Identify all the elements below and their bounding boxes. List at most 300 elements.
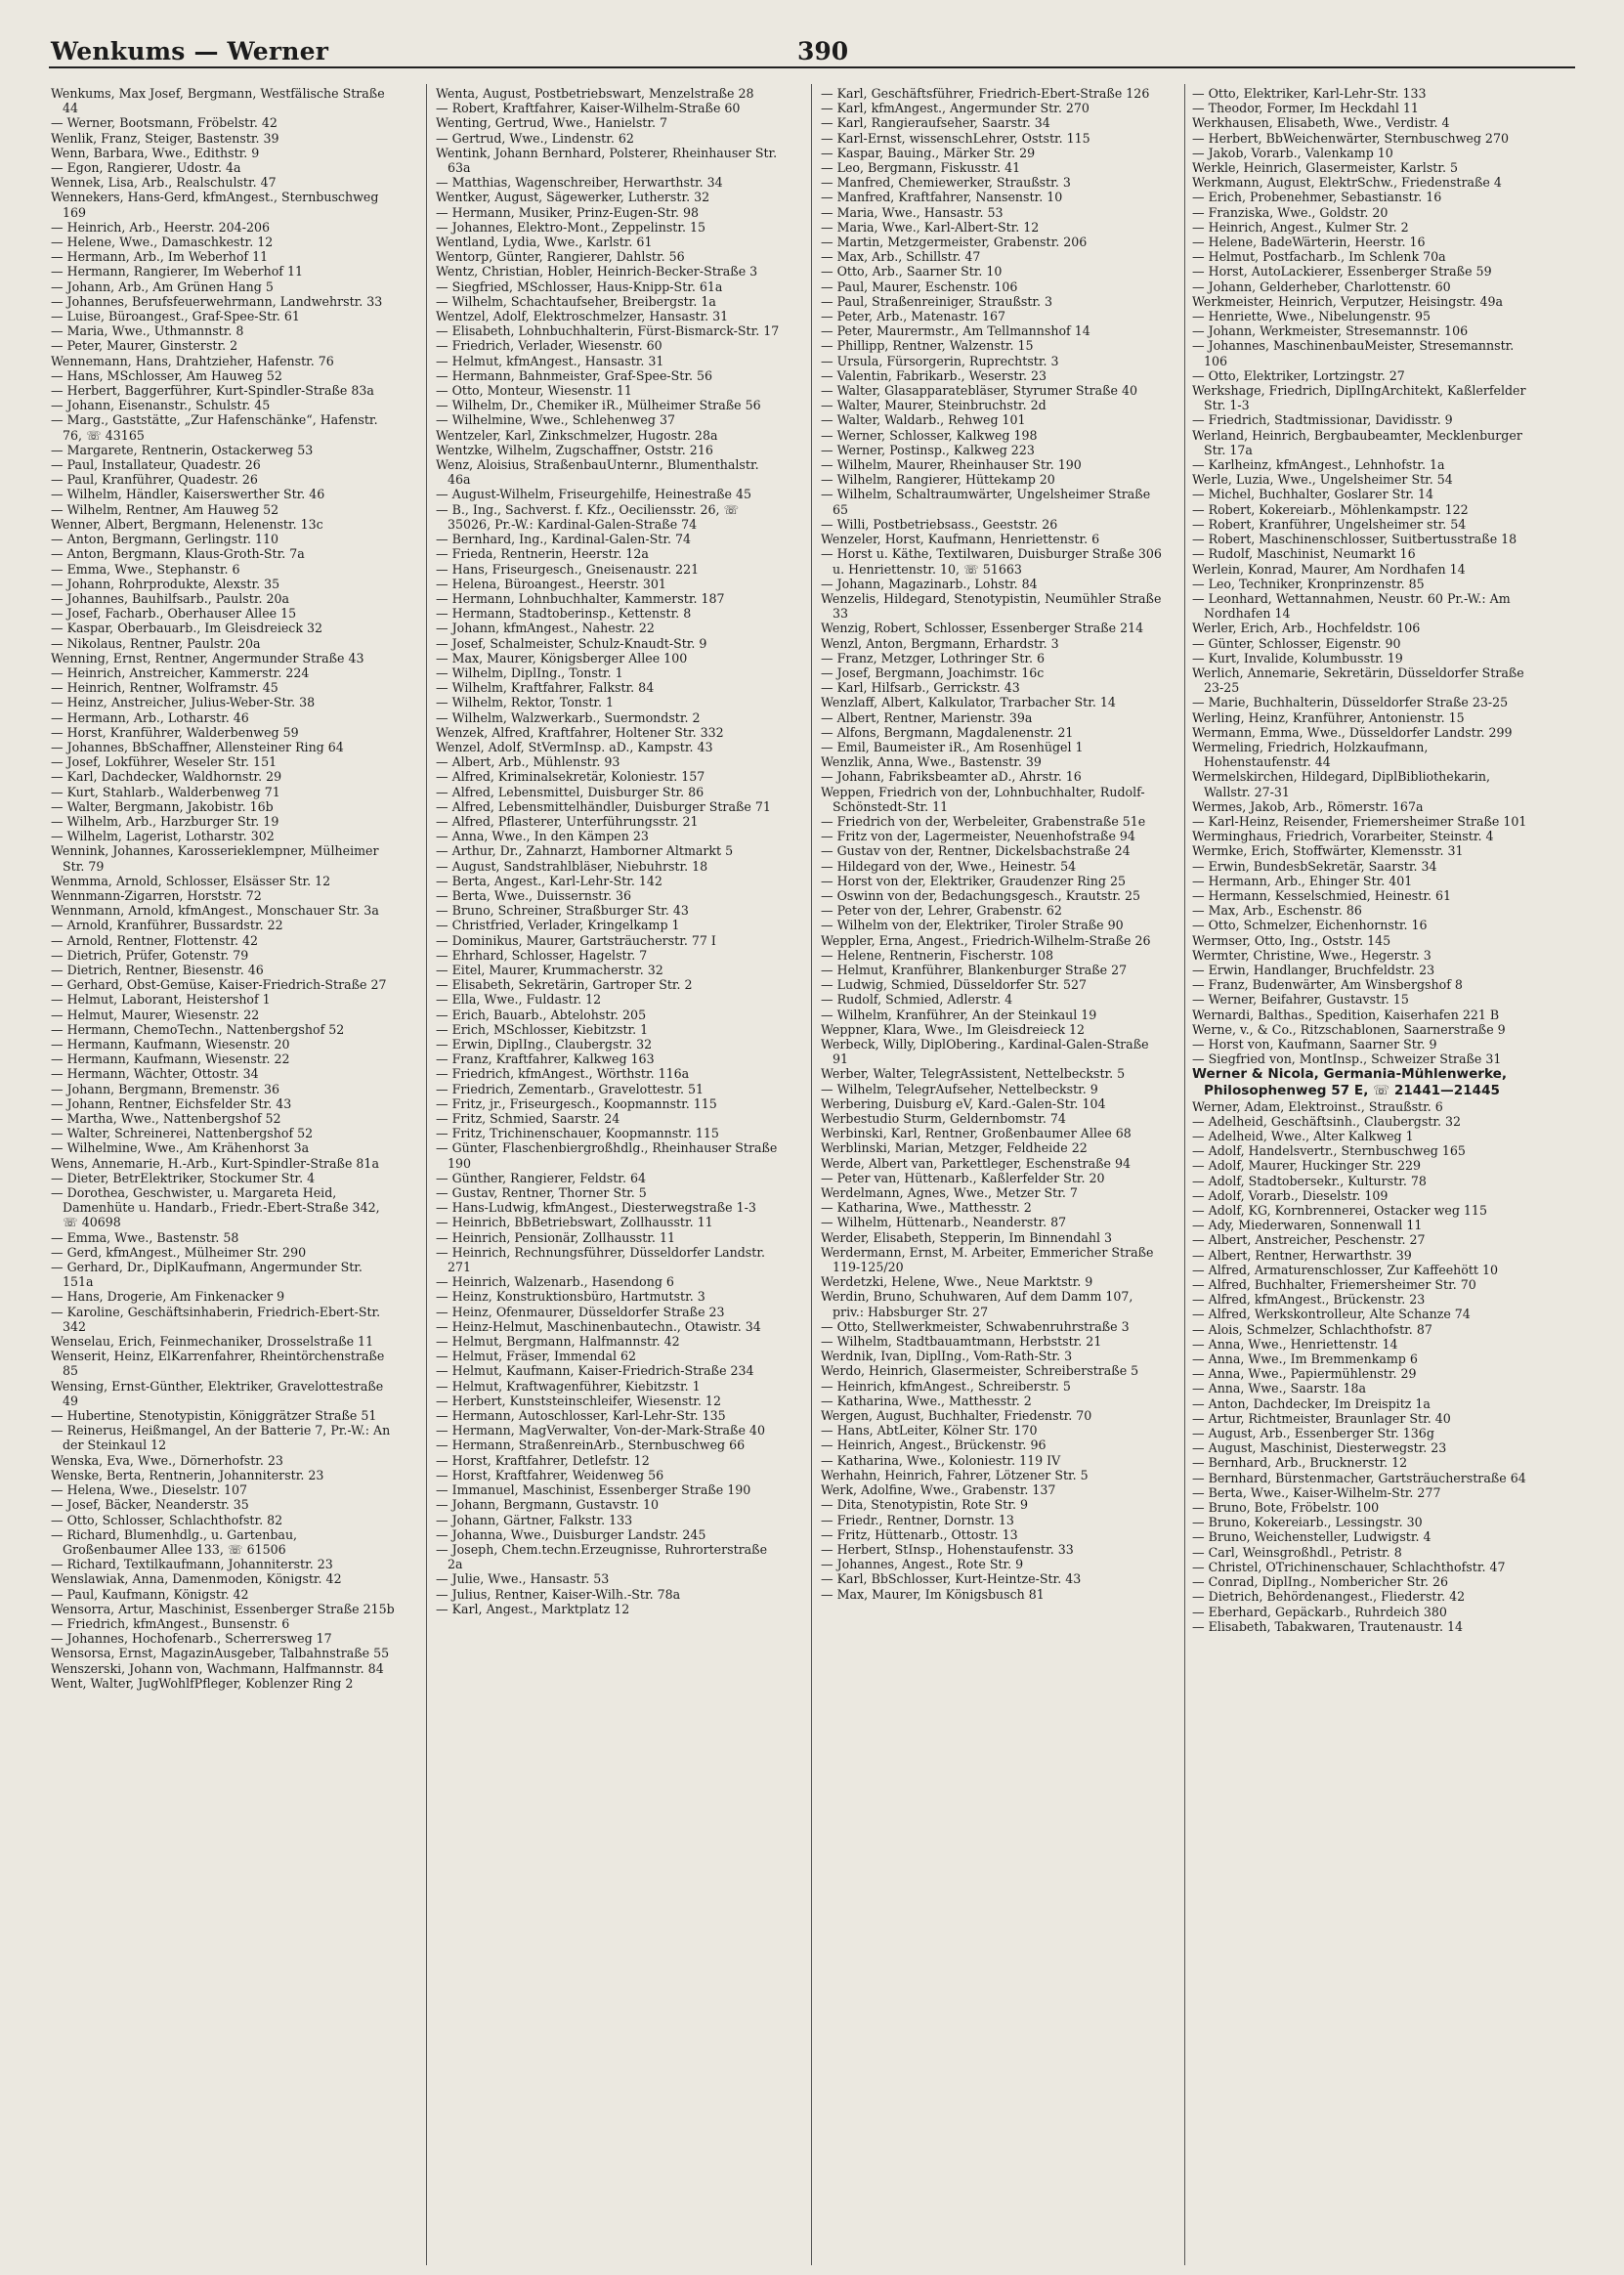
directory-entry: Wentland, Lydia, Wwe., Karlstr. 61 xyxy=(436,235,653,250)
directory-entry: — Karl, BbSchlosser, Kurt-Heintze-Str. 43 xyxy=(821,1571,1082,1587)
directory-entry: Wennekers, Hans-Gerd, kfmAngest., Sternbuschweg 169 xyxy=(51,190,379,220)
directory-entry: — Robert, Maschinenschlosser, Suitbertusstraße 18 xyxy=(1192,532,1517,547)
directory-entry: — Wilhelm, Walzwerkarb., Suermondstr. 2 xyxy=(436,709,701,725)
directory-entry: — Hermann, Arb., Im Weberhof 11 xyxy=(51,249,269,265)
directory-entry: — Wilhelm, Kraftfahrer, Falkstr. 84 xyxy=(436,680,655,696)
directory-entry: — Otto, Schmelzer, Eichenhornstr. 16 xyxy=(1192,918,1428,933)
directory-entry: — Karlheinz, kfmAngest., Lehnhofstr. 1a xyxy=(1192,457,1445,473)
directory-entry: — Erwin, DiplIng., Claubergstr. 32 xyxy=(436,1037,653,1052)
directory-entry: Wenslawiak, Anna, Damenmoden, Königstr. 42 xyxy=(51,1571,342,1587)
page-header-title: Wenkums — Werner xyxy=(51,37,329,65)
directory-entry: — Helmut, Kraftwagenführer, Kiebitzstr. 1 xyxy=(436,1378,701,1394)
directory-entry: — Johann, Rohrprodukte, Alexstr. 35 xyxy=(51,576,280,591)
directory-entry: — Walter, Glasapparatebläser, Styrumer Straße 40 xyxy=(821,383,1137,399)
directory-entry: Wermser, Otto, Ing., Oststr. 145 xyxy=(1192,932,1391,948)
directory-entry: Werde, Albert van, Parkettleger, Eschenstraße 94 xyxy=(821,1155,1131,1171)
directory-entry: Weppler, Erna, Angest., Friedrich-Wilhelm-Straße 26 xyxy=(821,932,1151,948)
directory-entry: Went, Walter, JugWohlfPfleger, Koblenzer Ring 2 xyxy=(51,1675,354,1691)
directory-entry: — Anna, Wwe., Henriettenstr. 14 xyxy=(1192,1336,1398,1352)
directory-entry: — Wilhelm von der, Elektriker, Tiroler Straße 90 xyxy=(821,918,1124,933)
directory-entry: — Johann, Werkmeister, Stresemannstr. 106 xyxy=(1192,323,1469,339)
directory-entry: — Albert, Rentner, Herwarthstr. 39 xyxy=(1192,1247,1412,1263)
directory-entry: Werkmeister, Heinrich, Verputzer, Heisingstr. 49a xyxy=(1192,293,1504,309)
directory-entry: Wenska, Eva, Wwe., Dörnerhofstr. 23 xyxy=(51,1452,283,1468)
directory-entry: — Friedrich, Verlader, Wiesenstr. 60 xyxy=(436,338,662,354)
directory-entry: — Alfred, Werkskontrolleur, Alte Schanze 74 xyxy=(1192,1307,1471,1322)
directory-entry: Wentzeler, Karl, Zinkschmelzer, Hugostr. 28a xyxy=(436,427,718,443)
directory-entry: — Hermann, Rangierer, Im Weberhof 11 xyxy=(51,264,303,279)
directory-entry: — Ludwig, Schmied, Düsseldorfer Str. 527 xyxy=(821,977,1088,993)
directory-entry: Wentzke, Wilhelm, Zugschaffner, Oststr. 216 xyxy=(436,442,713,457)
directory-entry: — Anton, Dachdecker, Im Dreispitz 1a xyxy=(1192,1395,1431,1411)
directory-entry: — Erich, Bauarb., Abtelohstr. 205 xyxy=(436,1007,647,1022)
directory-entry: — Peter van, Hüttenarb., Kaßlerfelder Str. 20 xyxy=(821,1170,1105,1185)
directory-entry: — Wilhelm, Rektor, Tonstr. 1 xyxy=(436,695,615,710)
directory-entry: — Heinrich, Walzenarb., Hasendong 6 xyxy=(436,1274,674,1290)
directory-entry: Werhahn, Heinrich, Fahrer, Lötzener Str. 5 xyxy=(821,1467,1089,1482)
directory-entry: — August, Sandstrahlbläser, Niebuhrstr. 18 xyxy=(436,858,708,874)
directory-entry: Werdo, Heinrich, Glasermeister, Schreiberstraße 5 xyxy=(821,1363,1139,1379)
directory-entry: — Fritz, Trichinenschauer, Koopmannstr. 115 xyxy=(436,1126,719,1141)
directory-entry: — Robert, Kraftfahrer, Kaiser-Wilhelm-Straße 60 xyxy=(436,101,741,116)
directory-entry: — Helmut, Postfacharb., Im Schlenk 70a xyxy=(1192,249,1446,265)
directory-entry: — Matthias, Wagenschreiber, Herwarthstr. 34 xyxy=(436,175,723,191)
directory-entry: — Hans, MSchlosser, Am Hauweg 52 xyxy=(51,367,282,383)
directory-entry: — Elisabeth, Tabakwaren, Trautenaustr. 14 xyxy=(1192,1618,1463,1634)
directory-entry: — Hermann, Wächter, Ottostr. 34 xyxy=(51,1066,259,1082)
directory-entry: — Hermann, Stadtoberinsp., Kettenstr. 8 xyxy=(436,606,692,622)
directory-entry: Wenzig, Robert, Schlosser, Essenberger Straße 214 xyxy=(821,621,1144,636)
directory-entry: — Wilhelm, Lagerist, Lotharstr. 302 xyxy=(51,829,275,844)
directory-entry: — Werner, Beifahrer, Gustavstr. 15 xyxy=(1192,992,1409,1008)
directory-entry: — Nikolaus, Rentner, Paulstr. 20a xyxy=(51,635,261,651)
directory-entry: Werblinski, Marian, Metzger, Feldheide 22 xyxy=(821,1140,1088,1156)
directory-entry: Wenn, Barbara, Wwe., Edithstr. 9 xyxy=(51,145,260,160)
directory-entry: — Johannes, MaschinenbauMeister, Stresemannstr. 106 xyxy=(1192,338,1515,368)
directory-entry: — Friedrich, kfmAngest., Wörthstr. 116a xyxy=(436,1066,690,1082)
directory-entry: — Herbert, BbWeichenwärter, Sternbuschweg 270 xyxy=(1192,130,1509,146)
directory-entry: — Alfred, Armaturenschlosser, Zur Kaffeehött 10 xyxy=(1192,1262,1498,1277)
directory-entry: — Friedrich, Zementarb., Gravelottestr. 51 xyxy=(436,1081,705,1096)
directory-entry: — Fritz, Schmied, Saarstr. 24 xyxy=(436,1111,620,1127)
directory-entry: — Helmut, Bergmann, Halfmannstr. 42 xyxy=(436,1334,680,1350)
directory-entry: — Heinrich, Anstreicher, Kammerstr. 224 xyxy=(51,665,310,680)
directory-entry: Wennmann, Arnold, kfmAngest., Monschauer Str. 3a xyxy=(51,903,379,919)
directory-entry: — Maria, Wwe., Uthmannstr. 8 xyxy=(51,323,244,339)
directory-entry: — Hermann, Autoschlosser, Karl-Lehr-Str. 135 xyxy=(436,1408,726,1424)
directory-entry: — Dorothea, Geschwister, u. Margareta Heid, Damenhüte u. Handarb., Friedr.-Ebert-Straße 342, ☏ 40698 xyxy=(51,1185,380,1230)
directory-entry: — Katharina, Wwe., Koloniestr. 119 IV xyxy=(821,1452,1061,1468)
directory-entry: — Frieda, Rentnerin, Heerstr. 12a xyxy=(436,546,649,562)
directory-entry: — Margarete, Rentnerin, Ostackerweg 53 xyxy=(51,442,314,457)
directory-entry: — Peter, Maurermstr., Am Tellmannshof 14 xyxy=(821,323,1090,339)
directory-entry: — Dieter, BetrElektriker, Stockumer Str. 4 xyxy=(51,1170,316,1185)
directory-entry: — Karl, Dachdecker, Waldhornstr. 29 xyxy=(51,769,282,785)
directory-entry: — Helmut, Fräser, Immendal 62 xyxy=(436,1349,637,1364)
directory-entry: — Martha, Wwe., Nattenbergshof 52 xyxy=(51,1111,281,1127)
directory-entry: — Paul, Installateur, Quadestr. 26 xyxy=(51,457,261,473)
directory-entry: — Heinrich, Rentner, Wolframstr. 45 xyxy=(51,680,278,696)
directory-entry: — Karl-Ernst, wissenschLehrer, Oststr. 115 xyxy=(821,130,1090,146)
directory-entry: Werner & Nicola, Germania-Mühlenwerke, Philosophenweg 57 E, ☏ 21441—21445 xyxy=(1192,1066,1508,1098)
directory-entry: Wenserit, Heinz, ElKarrenfahrer, Rheintörchenstraße 85 xyxy=(51,1349,385,1379)
directory-entry: — Conrad, DiplIng., Nombericher Str. 26 xyxy=(1192,1574,1448,1590)
directory-entry: Werder, Elisabeth, Stepperin, Im Binnendahl 3 xyxy=(821,1229,1113,1245)
directory-entry: — Johannes, Hochofenarb., Scherrersweg 17 xyxy=(51,1631,332,1647)
directory-entry: — Elisabeth, Sekretärin, Gartroper Str. 2 xyxy=(436,977,693,993)
directory-entry: Wenting, Gertrud, Wwe., Hanielstr. 7 xyxy=(436,115,668,131)
directory-entry: — Gustav, Rentner, Thorner Str. 5 xyxy=(436,1185,647,1201)
directory-entry: — Hermann, Kesselschmied, Heinestr. 61 xyxy=(1192,887,1451,903)
directory-entry: — Alfred, Lebensmittel, Duisburger Str. 86 xyxy=(436,784,705,799)
directory-entry: — Franz, Kraftfahrer, Kalkweg 163 xyxy=(436,1052,655,1067)
directory-entry: — Johannes, Bauhilfsarb., Paulstr. 20a xyxy=(51,590,290,606)
directory-entry: — Valentin, Fabrikarb., Weserstr. 23 xyxy=(821,367,1047,383)
directory-entry: — Max, Maurer, Im Königsbusch 81 xyxy=(821,1586,1045,1602)
directory-entry: — Heinrich, Pensionär, Zollhausstr. 11 xyxy=(436,1229,675,1245)
directory-entry: — Wilhelm, Schachtaufseher, Breibergstr. 1a xyxy=(436,293,716,309)
directory-entry: Wennmann-Zigarren, Horststr. 72 xyxy=(51,887,262,903)
directory-entry: — Hans, Drogerie, Am Finkenacker 9 xyxy=(51,1289,285,1305)
directory-entry: — Bruno, Weichensteller, Ludwigstr. 4 xyxy=(1192,1529,1432,1545)
directory-entry: — Johann, kfmAngest., Nahestr. 22 xyxy=(436,621,655,636)
directory-entry: — Horst von, Kaufmann, Saarner Str. 9 xyxy=(1192,1037,1437,1052)
directory-entry: — Carl, Weinsgroßhdl., Petristr. 8 xyxy=(1192,1544,1402,1560)
directory-entry: — Siegfried, MSchlosser, Haus-Knipp-Str. 61a xyxy=(436,279,723,294)
directory-entry: — Phillipp, Rentner, Walzenstr. 15 xyxy=(821,338,1034,354)
directory-entry: Wenzl, Anton, Bergmann, Erhardstr. 3 xyxy=(821,635,1059,651)
directory-entry: — Horst, Kraftfahrer, Detlefstr. 12 xyxy=(436,1452,650,1468)
directory-entry: — Robert, Kokereiarb., Möhlenkampstr. 122 xyxy=(1192,501,1469,517)
directory-entry: — Adelheid, Geschäftsinh., Claubergstr. 32 xyxy=(1192,1113,1462,1129)
directory-entry: Werdermann, Ernst, M. Arbeiter, Emmericher Straße 119-125/20 xyxy=(821,1244,1154,1275)
directory-entry: Werbering, Duisburg eV, Kard.-Galen-Str. 104 xyxy=(821,1095,1106,1111)
directory-entry: — Leo, Techniker, Kronprinzenstr. 85 xyxy=(1192,576,1425,591)
directory-entry: — Herbert, Baggerführer, Kurt-Spindler-Straße 83a xyxy=(51,383,374,399)
directory-entry: — Alfred, kfmAngest., Brückenstr. 23 xyxy=(1192,1292,1426,1308)
directory-entry: — Berta, Wwe., Duissernstr. 36 xyxy=(436,887,632,903)
directory-entry: Wenzel, Adolf, StVermInsp. aD., Kampstr. 43 xyxy=(436,739,713,754)
directory-entry: Wenkums, Max Josef, Bergmann, Westfälische Straße 44 xyxy=(51,86,385,116)
directory-entry: — Berta, Wwe., Kaiser-Wilhelm-Str. 277 xyxy=(1192,1484,1441,1500)
directory-entry: Werland, Heinrich, Bergbaubeamter, Mecklenburger Str. 17a xyxy=(1192,427,1522,457)
directory-entry: — Oswinn von der, Bedachungsgesch., Krautstr. 25 xyxy=(821,887,1141,903)
directory-entry: — Wilhelm, Maurer, Rheinhauser Str. 190 xyxy=(821,457,1082,473)
directory-entry: — Werner, Bootsmann, Fröbelstr. 42 xyxy=(51,115,278,131)
directory-entry: — Richard, Blumenhdlg., u. Gartenbau, Großenbaumer Allee 133, ☏ 61506 xyxy=(51,1526,298,1557)
directory-entry: — Helmut, kfmAngest., Hansastr. 31 xyxy=(436,353,664,368)
directory-entry: Werler, Erich, Arb., Hochfeldstr. 106 xyxy=(1192,621,1421,636)
directory-entry: — Anna, Wwe., In den Kämpen 23 xyxy=(436,829,649,844)
directory-entry: — Adolf, KG, Kornbrennerei, Ostacker weg 115 xyxy=(1192,1203,1487,1219)
directory-entry: — Heinrich, Rechnungsführer, Düsseldorfer Landstr. 271 xyxy=(436,1244,765,1275)
directory-entry: — Johann, Gelderheber, Charlottenstr. 60 xyxy=(1192,279,1451,294)
directory-entry: — Johann, Bergmann, Bremenstr. 36 xyxy=(51,1081,279,1096)
directory-entry: — Henriette, Wwe., Nibelungenstr. 95 xyxy=(1192,309,1432,324)
directory-entry: — Dietrich, Rentner, Biesenstr. 46 xyxy=(51,962,264,977)
directory-entry: — Paul, Kranführer, Quadestr. 26 xyxy=(51,472,258,488)
directory-entry: — Günther, Rangierer, Feldstr. 64 xyxy=(436,1170,646,1185)
directory-column-4 xyxy=(1192,86,1536,2265)
directory-entry: — Bernhard, Bürstenmacher, Gartsträucherstraße 64 xyxy=(1192,1470,1526,1485)
directory-entry: — Peter, Maurer, Ginsterstr. 2 xyxy=(51,338,238,354)
directory-entry: Wentink, Johann Bernhard, Polsterer, Rheinhauser Str. 63a xyxy=(436,145,778,176)
directory-entry: — Josef, Bäcker, Neanderstr. 35 xyxy=(51,1497,249,1513)
directory-entry: — Peter, Arb., Matenastr. 167 xyxy=(821,309,1006,324)
directory-entry: — Kurt, Stahlarb., Walderbenweg 71 xyxy=(51,784,280,799)
directory-entry: — Johanna, Wwe., Duisburger Landstr. 245 xyxy=(436,1526,706,1542)
directory-entry: — Johann, Eisenanstr., Schulstr. 45 xyxy=(51,398,271,413)
directory-entry: — Hermann, MagVerwalter, Von-der-Mark-Straße 40 xyxy=(436,1423,765,1438)
directory-entry: — Franz, Budenwärter, Am Winsbergshof 8 xyxy=(1192,977,1463,993)
directory-entry: — Fritz, Hüttenarb., Ottostr. 13 xyxy=(821,1526,1018,1542)
directory-entry: — Johannes, Elektro-Mont., Zeppelinstr. 15 xyxy=(436,219,706,235)
directory-entry: — Helmut, Kaufmann, Kaiser-Friedrich-Straße 234 xyxy=(436,1363,754,1379)
directory-entry: — Gustav von der, Rentner, Dickelsbachstraße 24 xyxy=(821,843,1131,859)
directory-entry: — Helmut, Maurer, Wiesenstr. 22 xyxy=(51,1007,260,1022)
directory-entry: — Dita, Stenotypistin, Rote Str. 9 xyxy=(821,1497,1028,1513)
directory-entry: — Kaspar, Bauing., Märker Str. 29 xyxy=(821,145,1036,160)
directory-entry: — Alfred, Lebensmittelhändler, Duisburger Straße 71 xyxy=(436,798,771,814)
directory-entry: Werling, Heinz, Kranführer, Antonienstr. 15 xyxy=(1192,709,1465,725)
directory-entry: — Helene, BadeWärterin, Heerstr. 16 xyxy=(1192,235,1426,250)
directory-entry: — Heinrich, kfmAngest., Schreiberstr. 5 xyxy=(821,1378,1071,1394)
directory-entry: Wens, Annemarie, H.-Arb., Kurt-Spindler-Straße 81a xyxy=(51,1155,379,1171)
directory-entry: — Otto, Arb., Saarner Str. 10 xyxy=(821,264,1003,279)
directory-entry: Wermann, Emma, Wwe., Düsseldorfer Landstr. 299 xyxy=(1192,724,1513,740)
directory-entry: — Manfred, Kraftfahrer, Nansenstr. 10 xyxy=(821,190,1063,205)
directory-entry: — Bernhard, Ing., Kardinal-Galen-Str. 74 xyxy=(436,532,691,547)
directory-entry: — Anna, Wwe., Im Bremmenkamp 6 xyxy=(1192,1352,1418,1367)
column-divider xyxy=(426,84,427,2265)
directory-entry: Wenzek, Alfred, Kraftfahrer, Holtener Str. 332 xyxy=(436,724,724,740)
directory-entry: — Hans, AbtLeiter, Kölner Str. 170 xyxy=(821,1423,1038,1438)
directory-entry: — Paul, Maurer, Eschenstr. 106 xyxy=(821,279,1018,294)
directory-entry: — Otto, Elektriker, Lortzingstr. 27 xyxy=(1192,367,1405,383)
directory-entry: — Maria, Wwe., Hansastr. 53 xyxy=(821,204,1004,220)
directory-entry: — Otto, Elektriker, Karl-Lehr-Str. 133 xyxy=(1192,86,1427,101)
directory-entry: — Rudolf, Schmied, Adlerstr. 4 xyxy=(821,992,1013,1008)
directory-entry: — Alois, Schmelzer, Schlachthofstr. 87 xyxy=(1192,1321,1432,1337)
directory-entry: Wenner, Albert, Bergmann, Helenenstr. 13c xyxy=(51,516,323,532)
directory-entry: — Theodor, Former, Im Heckdahl 11 xyxy=(1192,101,1419,116)
directory-entry: — Karl-Heinz, Reisender, Friemersheimer Straße 101 xyxy=(1192,813,1527,829)
directory-entry: — B., Ing., Sachverst. f. Kfz., Oeciliensstr. 26, ☏ 35026, Pr.-W.: Kardinal-Galen-Straße 74 xyxy=(436,501,740,532)
directory-entry: — Erwin, Handlanger, Bruchfeldstr. 23 xyxy=(1192,962,1435,977)
directory-entry: — Karl, Rangieraufseher, Saarstr. 34 xyxy=(821,115,1050,131)
column-divider xyxy=(811,84,812,2265)
directory-entry: Wenzelis, Hildegard, Stenotypistin, Neumühler Straße 33 xyxy=(821,590,1162,622)
directory-entry: — Anton, Bergmann, Gerlingstr. 110 xyxy=(51,532,278,547)
directory-entry: — Helene, Rentnerin, Fischerstr. 108 xyxy=(821,947,1053,963)
directory-entry: — Heinz, Konstruktionsbüro, Hartmutstr. 3 xyxy=(436,1289,705,1305)
directory-entry: — Dietrich, Behördenangest., Fliederstr. 42 xyxy=(1192,1589,1466,1605)
directory-entry: Werbestudio Sturm, Geldernbomstr. 74 xyxy=(821,1111,1066,1127)
directory-entry: — Helena, Büroangest., Heerstr. 301 xyxy=(436,576,666,591)
directory-entry: Wenz, Aloisius, StraßenbauUnternr., Blumenthalstr. 46a xyxy=(436,457,759,488)
directory-entry: — Alfred, Kriminalsekretär, Koloniestr. 157 xyxy=(436,769,705,785)
directory-entry: Wenzeler, Horst, Kaufmann, Henriettenstr. 6 xyxy=(821,532,1100,547)
directory-entry: Wenzlik, Anna, Wwe., Bastenstr. 39 xyxy=(821,754,1042,770)
directory-entry: — Richard, Textilkaufmann, Johanniterstr. 23 xyxy=(51,1557,333,1572)
directory-entry: Wennink, Johannes, Karosserieklempner, Mülheimer Str. 79 xyxy=(51,843,379,874)
directory-entry: — Eberhard, Gepäckarb., Ruhrdeich 380 xyxy=(1192,1604,1447,1619)
directory-entry: Werbinski, Karl, Rentner, Großenbaumer Allee 68 xyxy=(821,1126,1132,1141)
directory-entry: — Max, Arb., Schillstr. 47 xyxy=(821,249,981,265)
directory-entry: — Erwin, BundesbSekretär, Saarstr. 34 xyxy=(1192,858,1437,874)
directory-entry: — Bruno, Schreiner, Straßburger Str. 43 xyxy=(436,903,689,919)
directory-entry: — Bernhard, Arb., Brucknerstr. 12 xyxy=(1192,1455,1408,1471)
directory-entry: — Herbert, StInsp., Hohenstaufenstr. 33 xyxy=(821,1541,1074,1557)
directory-entry: — Hermann, Lohnbuchhalter, Kammerstr. 187 xyxy=(436,590,725,606)
directory-entry: — Horst, Kranführer, Walderbenweg 59 xyxy=(51,724,299,740)
directory-entry: Werkmann, August, ElektrSchw., Friedenstraße 4 xyxy=(1192,175,1502,191)
directory-column-1 xyxy=(51,86,395,2265)
directory-entry: Werkhausen, Elisabeth, Wwe., Verdistr. 4 xyxy=(1192,115,1450,131)
directory-entry: Wentz, Christian, Hobler, Heinrich-Becker-Straße 3 xyxy=(436,264,758,279)
directory-entry: — Leonhard, Wettannahmen, Neustr. 60 Pr.-W.: Am Nordhafen 14 xyxy=(1192,590,1511,622)
directory-entry: — Wilhelm, Dr., Chemiker iR., Mülheimer Straße 56 xyxy=(436,398,761,413)
directory-entry: — Eitel, Maurer, Krummacherstr. 32 xyxy=(436,962,663,977)
directory-entry: — Siegfried von, MontInsp., Schweizer Straße 31 xyxy=(1192,1052,1502,1067)
directory-entry: — Adolf, Maurer, Huckinger Str. 229 xyxy=(1192,1158,1422,1174)
directory-entry: Werminghaus, Friedrich, Vorarbeiter, Steinstr. 4 xyxy=(1192,829,1494,844)
directory-entry: — Wilhelm, Stadtbauamtmann, Herbststr. 21 xyxy=(821,1334,1102,1350)
directory-entry: Wensing, Ernst-Günther, Elektriker, Gravelottestraße 49 xyxy=(51,1378,384,1408)
directory-entry: — Joseph, Chem.techn.Erzeugnisse, Ruhrorterstraße 2a xyxy=(436,1541,768,1572)
directory-entry: — Hans-Ludwig, kfmAngest., Diesterwegstraße 1-3 xyxy=(436,1200,756,1216)
directory-entry: — Hermann, Musiker, Prinz-Eugen-Str. 98 xyxy=(436,204,700,220)
directory-entry: — Alfred, Pflasterer, Unterführungsstr. 21 xyxy=(436,813,699,829)
directory-entry: — Otto, Stellwerkmeister, Schwabenruhrstraße 3 xyxy=(821,1318,1130,1334)
directory-entry: — Max, Arb., Eschenstr. 86 xyxy=(1192,903,1362,919)
directory-entry: — Dominikus, Maurer, Gartsträucherstr. 77 I xyxy=(436,932,716,948)
directory-entry: — Ady, Miederwaren, Sonnenwall 11 xyxy=(1192,1218,1423,1233)
directory-entry: — Gerhard, Obst-Gemüse, Kaiser-Friedrich-Straße 27 xyxy=(51,977,387,993)
directory-entry: — Heinz, Anstreicher, Julius-Weber-Str. 38 xyxy=(51,695,316,710)
directory-entry: — Günter, Schlosser, Eigenstr. 90 xyxy=(1192,635,1401,651)
directory-entry: — Johann, Bergmann, Gustavstr. 10 xyxy=(436,1497,660,1513)
directory-entry: — Willi, Postbetriebsass., Geeststr. 26 xyxy=(821,516,1058,532)
directory-entry: — Adolf, Stadtobersekr., Kulturstr. 78 xyxy=(1192,1173,1427,1188)
directory-entry: — Wilhelmine, Wwe., Am Krähenhorst 3a xyxy=(51,1140,310,1156)
directory-entry: — Adolf, Vorarb., Dieselstr. 109 xyxy=(1192,1187,1389,1203)
directory-entry: — Hildegard von der, Wwe., Heinestr. 54 xyxy=(821,858,1077,874)
directory-entry: — Horst, Kraftfahrer, Weidenweg 56 xyxy=(436,1467,664,1482)
directory-entry: — Gerd, kfmAngest., Mülheimer Str. 290 xyxy=(51,1244,307,1260)
directory-entry: Wenselau, Erich, Feinmechaniker, Drosselstraße 11 xyxy=(51,1334,374,1350)
directory-entry: — Hermann, StraßenreinArb., Sternbuschweg 66 xyxy=(436,1438,746,1453)
directory-entry: Wensorsa, Ernst, MagazinAusgeber, Talbahnstraße 55 xyxy=(51,1646,390,1661)
directory-entry: Werbeck, Willy, DiplObering., Kardinal-Galen-Straße 91 xyxy=(821,1037,1149,1067)
directory-entry: Wermke, Erich, Stoffwärter, Klemensstr. 31 xyxy=(1192,843,1464,859)
directory-entry: — Emma, Wwe., Stephanstr. 6 xyxy=(51,561,240,577)
directory-entry: — Arnold, Rentner, Flottenstr. 42 xyxy=(51,932,259,948)
directory-entry: — Rudolf, Maschinist, Neumarkt 16 xyxy=(1192,546,1416,562)
directory-entry: — Anna, Wwe., Saarstr. 18a xyxy=(1192,1381,1366,1396)
directory-entry: — Karoline, Geschäftsinhaberin, Friedrich-Ebert-Str. 342 xyxy=(51,1304,381,1334)
directory-entry: — Josef, Facharb., Oberhauser Allee 15 xyxy=(51,606,297,622)
directory-entry: Werk, Adolfine, Wwe., Grabenstr. 137 xyxy=(821,1482,1056,1498)
directory-entry: Werdelmann, Agnes, Wwe., Metzer Str. 7 xyxy=(821,1185,1078,1201)
directory-entry: Werlich, Annemarie, Sekretärin, Düsseldorfer Straße 23-25 xyxy=(1192,665,1524,696)
directory-entry: — Manfred, Chemiewerker, Straußstr. 3 xyxy=(821,175,1071,191)
directory-entry: — Hermann, Arb., Ehinger Str. 401 xyxy=(1192,873,1413,888)
directory-entry: — Christel, OTrichinenschauer, Schlachthofstr. 47 xyxy=(1192,1559,1506,1574)
directory-entry: Werlein, Konrad, Maurer, Am Nordhafen 14 xyxy=(1192,561,1466,577)
directory-entry: — Gertrud, Wwe., Lindenstr. 62 xyxy=(436,130,634,146)
directory-entry: — Johannes, BbSchaffner, Allensteiner Ring 64 xyxy=(51,739,344,754)
directory-entry: — Kaspar, Oberbauarb., Im Gleisdreieck 32 xyxy=(51,621,323,636)
directory-entry: — Hermann, Kaufmann, Wiesenstr. 22 xyxy=(51,1052,290,1067)
directory-entry: — Bruno, Bote, Fröbelstr. 100 xyxy=(1192,1500,1380,1516)
directory-entry: — Julius, Rentner, Kaiser-Wilh.-Str. 78a xyxy=(436,1586,681,1602)
directory-entry: — Walter, Waldarb., Rehweg 101 xyxy=(821,412,1026,428)
directory-entry: — Wilhelm, Schaltraumwärter, Ungelsheimer Straße 65 xyxy=(821,487,1151,517)
directory-entry: — Heinrich, Arb., Heerstr. 204-206 xyxy=(51,219,270,235)
directory-entry: — Immanuel, Maschinist, Essenberger Straße 190 xyxy=(436,1482,751,1498)
directory-entry: — Friedrich von der, Werbeleiter, Grabenstraße 51e xyxy=(821,813,1146,829)
directory-entry: — Karl, Geschäftsführer, Friedrich-Ebert-Straße 126 xyxy=(821,86,1150,101)
directory-entry: — Arnold, Kranführer, Bussardstr. 22 xyxy=(51,918,283,933)
column-divider xyxy=(1184,84,1185,2265)
directory-entry: Wenszerski, Johann von, Wachmann, Halfmannstr. 84 xyxy=(51,1660,384,1676)
directory-entry: — Christfried, Verlader, Kringelkamp 1 xyxy=(436,918,680,933)
directory-entry: — Franz, Metzger, Lothringer Str. 6 xyxy=(821,650,1045,665)
directory-entry: — Helene, Wwe., Damaschkestr. 12 xyxy=(51,235,274,250)
directory-entry: — Ehrhard, Schlosser, Hagelstr. 7 xyxy=(436,947,648,963)
directory-entry: Wergen, August, Buchhalter, Friedenstr. 70 xyxy=(821,1408,1092,1424)
directory-entry: — Josef, Schalmeister, Schulz-Knaudt-Str. 9 xyxy=(436,635,707,651)
directory-column-3 xyxy=(821,86,1165,2265)
directory-entry: — Reinerus, Heißmangel, An der Batterie 7, Pr.-W.: An der Steinkaul 12 xyxy=(51,1423,391,1453)
directory-entry: Wenlik, Franz, Steiger, Bastenstr. 39 xyxy=(51,130,279,146)
directory-entry: — Johannes, Berufsfeuerwehrmann, Landwehrstr. 33 xyxy=(51,293,383,309)
directory-entry: — Ursula, Fürsorgerin, Ruprechtstr. 3 xyxy=(821,353,1059,368)
directory-entry: — Helmut, Kranführer, Blankenburger Straße 27 xyxy=(821,962,1128,977)
directory-entry: — Alfons, Bergmann, Magdalenenstr. 21 xyxy=(821,724,1074,740)
directory-entry: Werner, Adam, Elektroinst., Straußstr. 6 xyxy=(1192,1098,1443,1114)
directory-entry: — Otto, Schlosser, Schlachthofstr. 82 xyxy=(51,1512,283,1527)
directory-entry: — Adolf, Handelsvertr., Sternbuschweg 165 xyxy=(1192,1143,1466,1159)
directory-entry: — Fritz von der, Lagermeister, Neuenhofstraße 94 xyxy=(821,829,1135,844)
directory-entry: Werkle, Heinrich, Glasermeister, Karlstr. 5 xyxy=(1192,160,1459,176)
directory-entry: — Gerhard, Dr., DiplKaufmann, Angermunder Str. 151a xyxy=(51,1260,363,1290)
directory-entry: — Anton, Bergmann, Klaus-Groth-Str. 7a xyxy=(51,546,305,562)
directory-entry: Werle, Luzia, Wwe., Ungelsheimer Str. 54 xyxy=(1192,472,1453,488)
directory-entry: Wenzlaff, Albert, Kalkulator, Trarbacher Str. 14 xyxy=(821,695,1116,710)
directory-entry: Weppen, Friedrich von der, Lohnbuchhalter, Rudolf-Schönstedt-Str. 11 xyxy=(821,784,1145,814)
directory-entry: — Hubertine, Stenotypistin, Königgrätzer Straße 51 xyxy=(51,1408,377,1424)
directory-entry: — Helmut, Laborant, Heistershof 1 xyxy=(51,992,271,1008)
directory-entry: — Wilhelm, Rangierer, Hüttekamp 20 xyxy=(821,472,1055,488)
directory-entry: — Johann, Rentner, Eichsfelder Str. 43 xyxy=(51,1095,292,1111)
directory-entry: — Robert, Kranführer, Ungelsheimer str. 54 xyxy=(1192,516,1467,532)
directory-entry: — Katharina, Wwe., Matthesstr. 2 xyxy=(821,1200,1032,1216)
directory-entry: — Johann, Arb., Am Grünen Hang 5 xyxy=(51,279,274,294)
directory-entry: — Josef, Lokführer, Weseler Str. 151 xyxy=(51,754,278,770)
directory-entry: Weppner, Klara, Wwe., Im Gleisdreieck 12 xyxy=(821,1021,1086,1037)
directory-entry: Wenmma, Arnold, Schlosser, Elsässer Str. 12 xyxy=(51,873,331,888)
directory-entry: — Wilhelm, Kranführer, An der Steinkaul 19 xyxy=(821,1007,1097,1022)
directory-entry: Wennemann, Hans, Drahtzieher, Hafenstr. 76 xyxy=(51,353,334,368)
directory-entry: — August, Maschinist, Diesterwegstr. 23 xyxy=(1192,1440,1447,1456)
directory-entry: — Karl, Hilfsarb., Gerrickstr. 43 xyxy=(821,680,1020,696)
directory-entry: Wenta, August, Postbetriebswart, Menzelstraße 28 xyxy=(436,86,754,101)
directory-entry: — Marg., Gaststätte, „Zur Hafenschänke“, Hafenstr. 76, ☏ 43165 xyxy=(51,412,378,443)
directory-entry: — Michel, Buchhalter, Goslarer Str. 14 xyxy=(1192,487,1433,502)
directory-entry: — Franziska, Wwe., Goldstr. 20 xyxy=(1192,204,1389,220)
